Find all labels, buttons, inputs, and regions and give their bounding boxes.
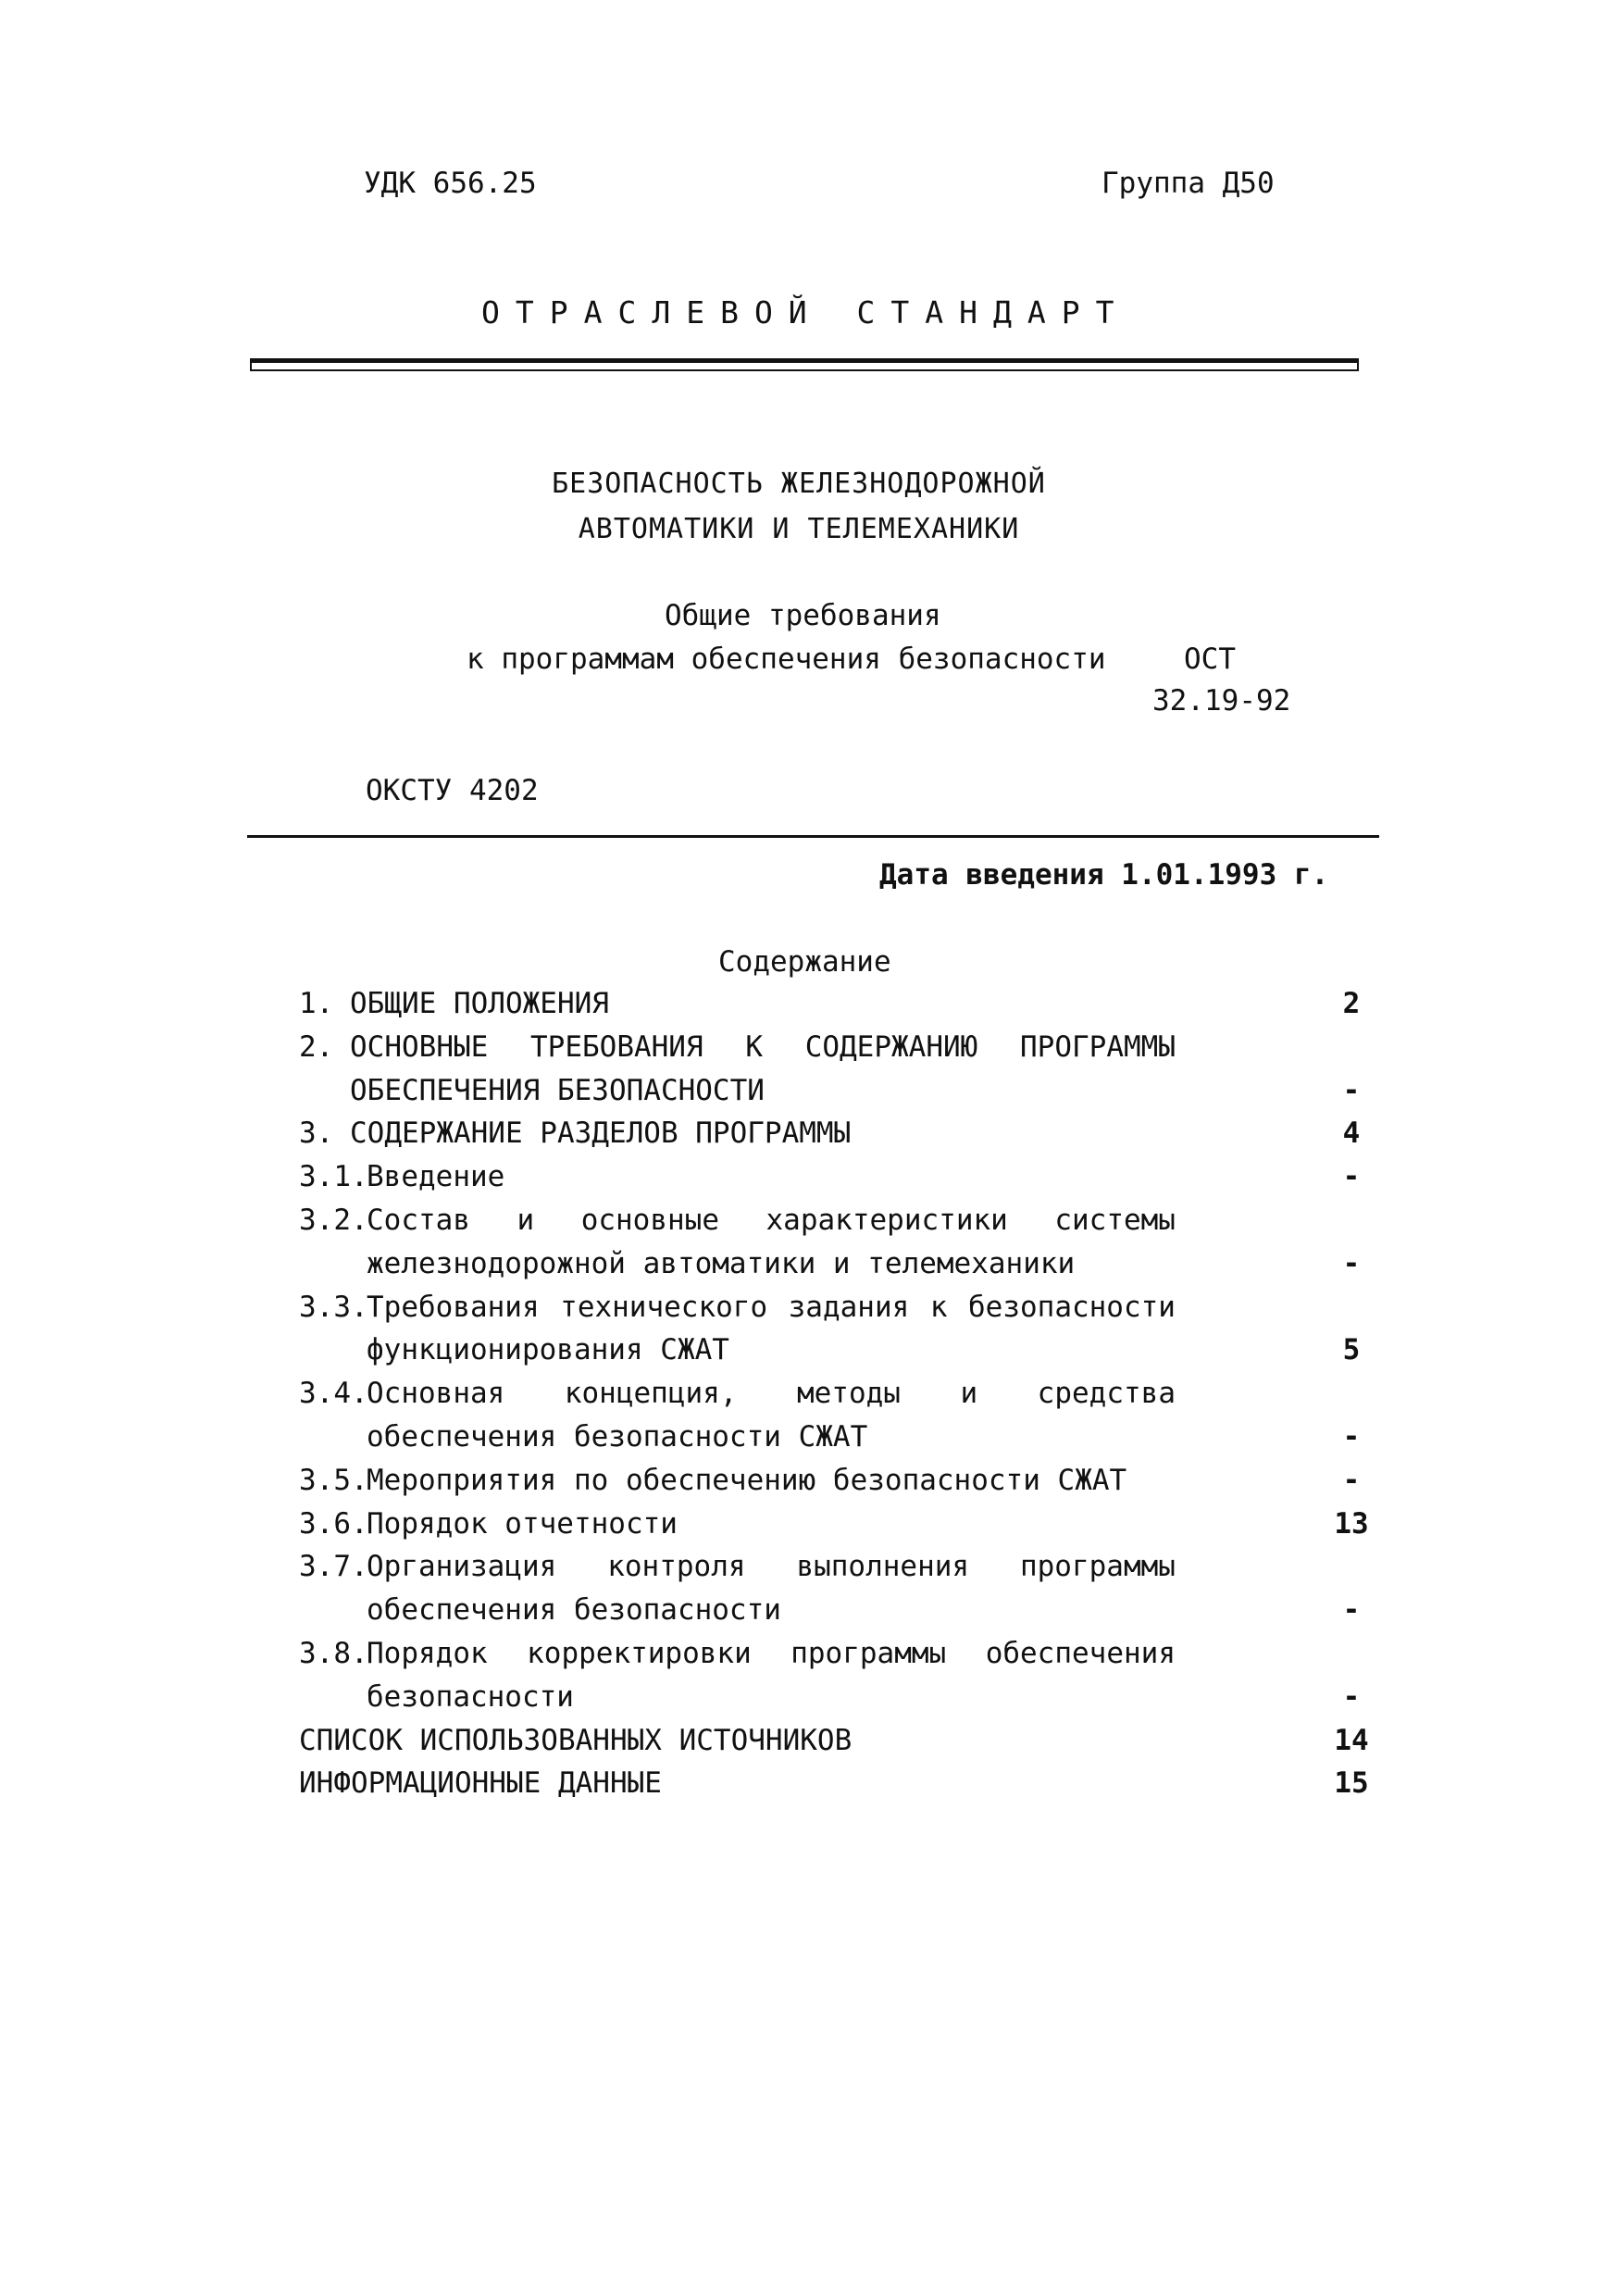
toc-entry-word: концепция, [564, 1377, 738, 1411]
toc-entry-page: 4 [1342, 1117, 1361, 1151]
toc-entry-word: ПРОГРАММЫ [1020, 1029, 1176, 1064]
toc-entry-text: СОДЕРЖАНИЕ РАЗДЕЛОВ ПРОГРАММЫ [350, 1117, 852, 1151]
toc-entry-number: 2. [299, 1029, 334, 1064]
toc-entry-number: 3.8. [299, 1637, 368, 1670]
toc-entry-word: программы [790, 1637, 947, 1670]
toc-entry-word: обеспечения [985, 1637, 1176, 1670]
toc-entry-line [0, 1072, 1618, 1109]
toc-entry-number: 3.1. [299, 1160, 368, 1194]
toc-entry-line [0, 1029, 1618, 1066]
okstu-code: ОКСТУ 4202 [366, 774, 539, 807]
toc-entry-word: Требования [367, 1290, 540, 1324]
subtitle-line-2: к программам обеспечения безопасности [467, 643, 1106, 676]
toc-entry-word: задания [788, 1290, 910, 1324]
toc-entry-word: средства [1037, 1377, 1176, 1411]
toc-entry-number: 3.4. [299, 1377, 368, 1411]
toc-entry-word: безопасности [968, 1290, 1176, 1324]
toc-entry-line [0, 1462, 1618, 1499]
toc-entry-word: Основная [367, 1377, 505, 1411]
toc-entry-line [0, 1548, 1618, 1585]
toc-entry-word: и [517, 1204, 535, 1237]
toc-entry-word: основные [580, 1204, 719, 1237]
toc-entry-word: ТРЕБОВАНИЯ [530, 1029, 703, 1064]
udk-code: УДК 656.25 [364, 167, 537, 200]
toc-entry-text: железнодорожной автоматики и телемеханики [367, 1246, 1076, 1280]
toc-entry-text: СПИСОК ИСПОЛЬЗОВАННЫХ ИСТОЧНИКОВ [299, 1723, 853, 1757]
toc-entry-line [0, 1591, 1618, 1628]
toc-entry-page: - [1342, 1420, 1361, 1454]
rule-divider [247, 835, 1379, 838]
designation-number: 32.19-92 [1152, 684, 1291, 718]
toc-entry-word: корректировки [527, 1637, 752, 1670]
toc-entry-number: 1. [299, 987, 334, 1020]
toc-entry-text: ОБЩИЕ ПОЛОЖЕНИЯ [350, 987, 609, 1020]
toc-entry-line [0, 1331, 1618, 1368]
toc-entry-text: ОБЕСПЕЧЕНИЯ БЕЗОПАСНОСТИ [350, 1073, 765, 1107]
toc-entry-text: функционирования СЖАТ [367, 1333, 729, 1367]
toc-entry-number: 3.3. [299, 1290, 368, 1324]
toc-entry-number: 3. [299, 1117, 334, 1151]
toc-entry-page: - [1342, 1160, 1361, 1194]
group-code: Группа Д50 [1101, 167, 1275, 200]
toc-entry-text: обеспечения безопасности СЖАТ [367, 1420, 868, 1454]
toc-entry-line [0, 1202, 1618, 1239]
toc-entry-text [367, 1289, 1176, 1326]
toc-entry-page: 13 [1334, 1506, 1369, 1541]
toc-entry-word: ОСНОВНЫЕ [350, 1029, 489, 1064]
toc-entry-text: Порядок отчетности [367, 1506, 678, 1541]
toc-entry-word: и [960, 1377, 978, 1411]
toc-entry-page: 14 [1334, 1723, 1369, 1757]
toc-entry-page: 15 [1334, 1766, 1369, 1801]
toc-entry-word: контроля [607, 1550, 746, 1584]
toc-entry-line [0, 1722, 1618, 1759]
designation-prefix: ОСТ [1184, 643, 1236, 676]
double-rule-divider [250, 358, 1359, 371]
toc-entry-line [0, 1289, 1618, 1326]
toc-entry-text [367, 1375, 1176, 1412]
toc-entry-text: Мероприятия по обеспечению безопасности СЖАТ [367, 1463, 1127, 1497]
introduction-date: Дата введения 1.01.1993 г. [879, 858, 1329, 892]
toc-entry-text [350, 1029, 1176, 1066]
toc-entry-line [0, 1375, 1618, 1412]
standard-type-title: ОТРАСЛЕВОЙ СТАНДАРТ [481, 294, 1130, 331]
toc-entry-number: 3.5. [299, 1463, 368, 1497]
standard-heading-line-1: БЕЗОПАСНОСТЬ ЖЕЛЕЗНОДОРОЖНОЙ [552, 468, 1046, 500]
toc-entry-word: системы [1054, 1204, 1176, 1237]
toc-entry-number: 3.7. [299, 1550, 368, 1584]
toc-entry-page: - [1342, 1593, 1361, 1628]
subtitle-line-1: Общие требования [665, 599, 941, 632]
toc-entry-text: Введение [367, 1160, 505, 1194]
toc-entry-word: технического [560, 1290, 768, 1324]
toc-entry-line [0, 985, 1618, 1022]
toc-entry-text [367, 1548, 1176, 1585]
toc-entry-word: программы [1019, 1550, 1176, 1584]
toc-entry-number: 3.6. [299, 1506, 368, 1541]
toc-entry-word: Порядок [367, 1637, 488, 1670]
toc-entry-word: СОДЕРЖАНИЮ [804, 1029, 978, 1064]
toc-entry-page: 5 [1342, 1333, 1361, 1367]
toc-entry-number: 3.2. [299, 1204, 368, 1237]
toc-entry-text: ИНФОРМАЦИОННЫЕ ДАННЫЕ [299, 1766, 662, 1801]
toc-entry-line [0, 1765, 1618, 1802]
toc-entry-line [0, 1115, 1618, 1152]
toc-entry-line [0, 1678, 1618, 1716]
toc-entry-line [0, 1418, 1618, 1455]
standard-heading-line-2: АВТОМАТИКИ И ТЕЛЕМЕХАНИКИ [578, 513, 1020, 545]
toc-entry-word: методы [796, 1377, 901, 1411]
toc-entry-line [0, 1158, 1618, 1195]
toc-entry-word: Состав [367, 1204, 470, 1237]
toc-title: Содержание [718, 945, 891, 979]
toc-entry-word: К [745, 1029, 763, 1064]
toc-entry-word: выполнения [796, 1550, 970, 1584]
toc-entry-page: - [1342, 1463, 1361, 1497]
toc-entry-line [0, 1505, 1618, 1542]
toc-entry-line [0, 1635, 1618, 1672]
toc-entry-text: безопасности [367, 1679, 574, 1714]
toc-entry-page: - [1342, 1246, 1361, 1280]
toc-entry-text: обеспечения безопасности [367, 1593, 781, 1628]
toc-entry-page: - [1342, 1073, 1361, 1107]
toc-entry-text [367, 1635, 1176, 1672]
toc-entry-text [367, 1202, 1176, 1239]
toc-entry-page: 2 [1342, 987, 1361, 1020]
toc-entry-word: к [929, 1290, 948, 1324]
toc-entry-word: характеристики [765, 1204, 1008, 1237]
toc-entry-line [0, 1245, 1618, 1282]
toc-entry-page: - [1342, 1679, 1361, 1714]
toc-entry-word: Организация [367, 1550, 557, 1584]
